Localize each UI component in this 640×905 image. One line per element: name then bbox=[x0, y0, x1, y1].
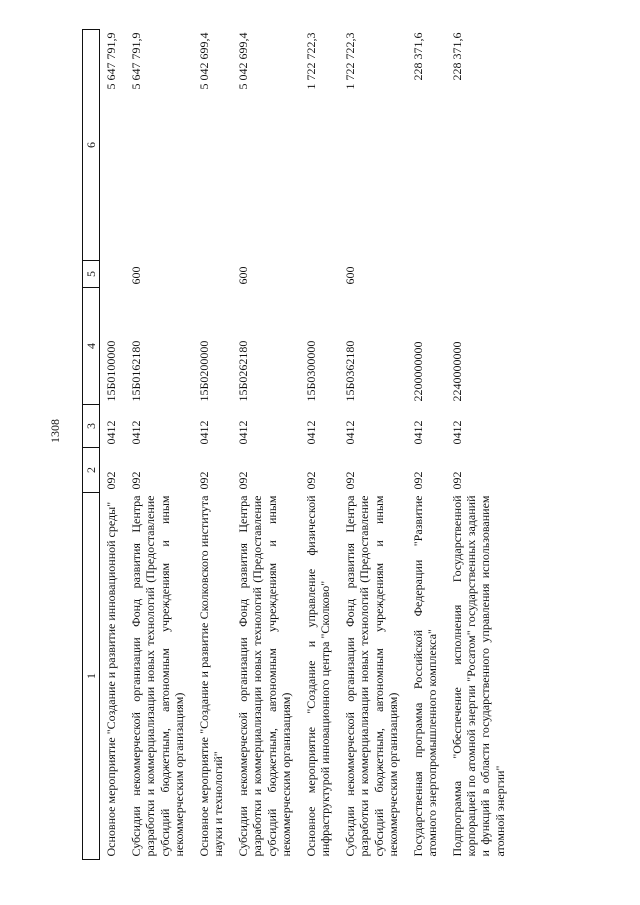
row-grbs: 092 bbox=[303, 471, 318, 490]
row-section: 0412 bbox=[410, 420, 425, 445]
row-expense-type: 600 bbox=[343, 266, 358, 285]
row-name: Субсидии некоммерческой организации Фонд развития Центра разработки и коммерциализации новых технологий (Предоставление субсидий бюджетным, автономным учреждениям и иным некоммерческим организациям) bbox=[129, 495, 186, 857]
row-amount: 5 042 699,4 bbox=[236, 32, 251, 90]
table-row bbox=[339, 30, 407, 860]
row-grbs: 092 bbox=[450, 471, 465, 490]
row-target-article: 2200000000 bbox=[410, 341, 425, 402]
row-expense-type: 600 bbox=[129, 266, 144, 285]
table-row bbox=[300, 30, 339, 860]
row-grbs: 092 bbox=[236, 471, 251, 490]
column-header-3: 3 bbox=[83, 405, 100, 448]
row-amount: 228 371,6 bbox=[410, 32, 425, 81]
column-header-4: 4 bbox=[83, 288, 100, 405]
row-target-article: 15Б0100000 bbox=[104, 340, 119, 402]
table-row bbox=[232, 30, 300, 860]
row-name: Подпрограмма "Обеспечение исполнения Государственной корпорацией по атомной энергии "Росатом" государственных заданий и функций в области государственного управления использованием атомной энергии" bbox=[450, 495, 507, 857]
row-expense-type bbox=[300, 261, 339, 288]
row-name: Государственная программа Российской Федерации "Развитие атомного энергопромышленного комплекса" bbox=[410, 495, 439, 857]
row-expense-type bbox=[100, 261, 126, 288]
row-target-article: 2240000000 bbox=[450, 341, 465, 402]
row-target-article: 15Б0200000 bbox=[196, 340, 211, 402]
table-row bbox=[193, 30, 232, 860]
row-amount: 5 647 791,9 bbox=[129, 32, 144, 90]
row-grbs: 092 bbox=[196, 471, 211, 490]
column-header-6: 6 bbox=[83, 30, 100, 261]
row-expense-type bbox=[407, 261, 446, 288]
row-section: 0412 bbox=[343, 420, 358, 445]
row-amount: 5 042 699,4 bbox=[196, 32, 211, 90]
row-section: 0412 bbox=[196, 420, 211, 445]
row-target-article: 15Б0162180 bbox=[129, 340, 144, 402]
row-grbs: 092 bbox=[343, 471, 358, 490]
row-section: 0412 bbox=[104, 420, 119, 445]
row-expense-type bbox=[193, 261, 232, 288]
row-section: 0412 bbox=[129, 420, 144, 445]
row-section: 0412 bbox=[450, 420, 465, 445]
row-target-article: 15Б0300000 bbox=[303, 340, 318, 402]
row-expense-type: 600 bbox=[236, 266, 251, 285]
header-row bbox=[83, 30, 100, 860]
row-section: 0412 bbox=[303, 420, 318, 445]
row-grbs: 092 bbox=[104, 471, 119, 490]
row-name: Субсидии некоммерческой организации Фонд развития Центра разработки и коммерциализации новых технологий (Предоставление субсидий бюджетным, автономным учреждениям и иным некоммерческим организациям) bbox=[236, 495, 293, 857]
table-row bbox=[100, 30, 126, 860]
row-target-article: 15Б0262180 bbox=[236, 340, 251, 402]
table-row bbox=[125, 30, 193, 860]
page-number: 1308 bbox=[48, 419, 62, 443]
table-row bbox=[446, 30, 514, 860]
row-amount: 228 371,6 bbox=[450, 32, 465, 81]
column-header-2: 2 bbox=[83, 448, 100, 493]
row-grbs: 092 bbox=[129, 471, 144, 490]
rotated-table-container bbox=[82, 32, 572, 860]
column-header-5: 5 bbox=[83, 261, 100, 288]
budget-table bbox=[82, 29, 514, 860]
column-header-1: 1 bbox=[83, 493, 100, 860]
row-section: 0412 bbox=[236, 420, 251, 445]
row-name: Основное мероприятие "Создание и развитие Сколковского института науки и технологий" bbox=[196, 495, 226, 857]
row-name: Основное мероприятие "Создание и управление физической инфраструктурой инновационного центра "Сколково" bbox=[303, 495, 333, 857]
row-amount: 1 722 722,3 bbox=[303, 32, 318, 90]
row-expense-type bbox=[446, 261, 514, 288]
row-name: Основное мероприятие "Создание и развитие инновационной среды" bbox=[104, 501, 119, 857]
row-grbs: 092 bbox=[410, 471, 425, 490]
table-row bbox=[407, 30, 446, 860]
row-amount: 5 647 791,9 bbox=[104, 32, 119, 90]
row-target-article: 15Б0362180 bbox=[343, 340, 358, 402]
row-name: Субсидии некоммерческой организации Фонд развития Центра разработки и коммерциализации новых технологий (Предоставление субсидий бюджетным, автономным учреждениям и иным некоммерческим организациям) bbox=[343, 495, 400, 857]
row-amount: 1 722 722,3 bbox=[343, 32, 358, 90]
